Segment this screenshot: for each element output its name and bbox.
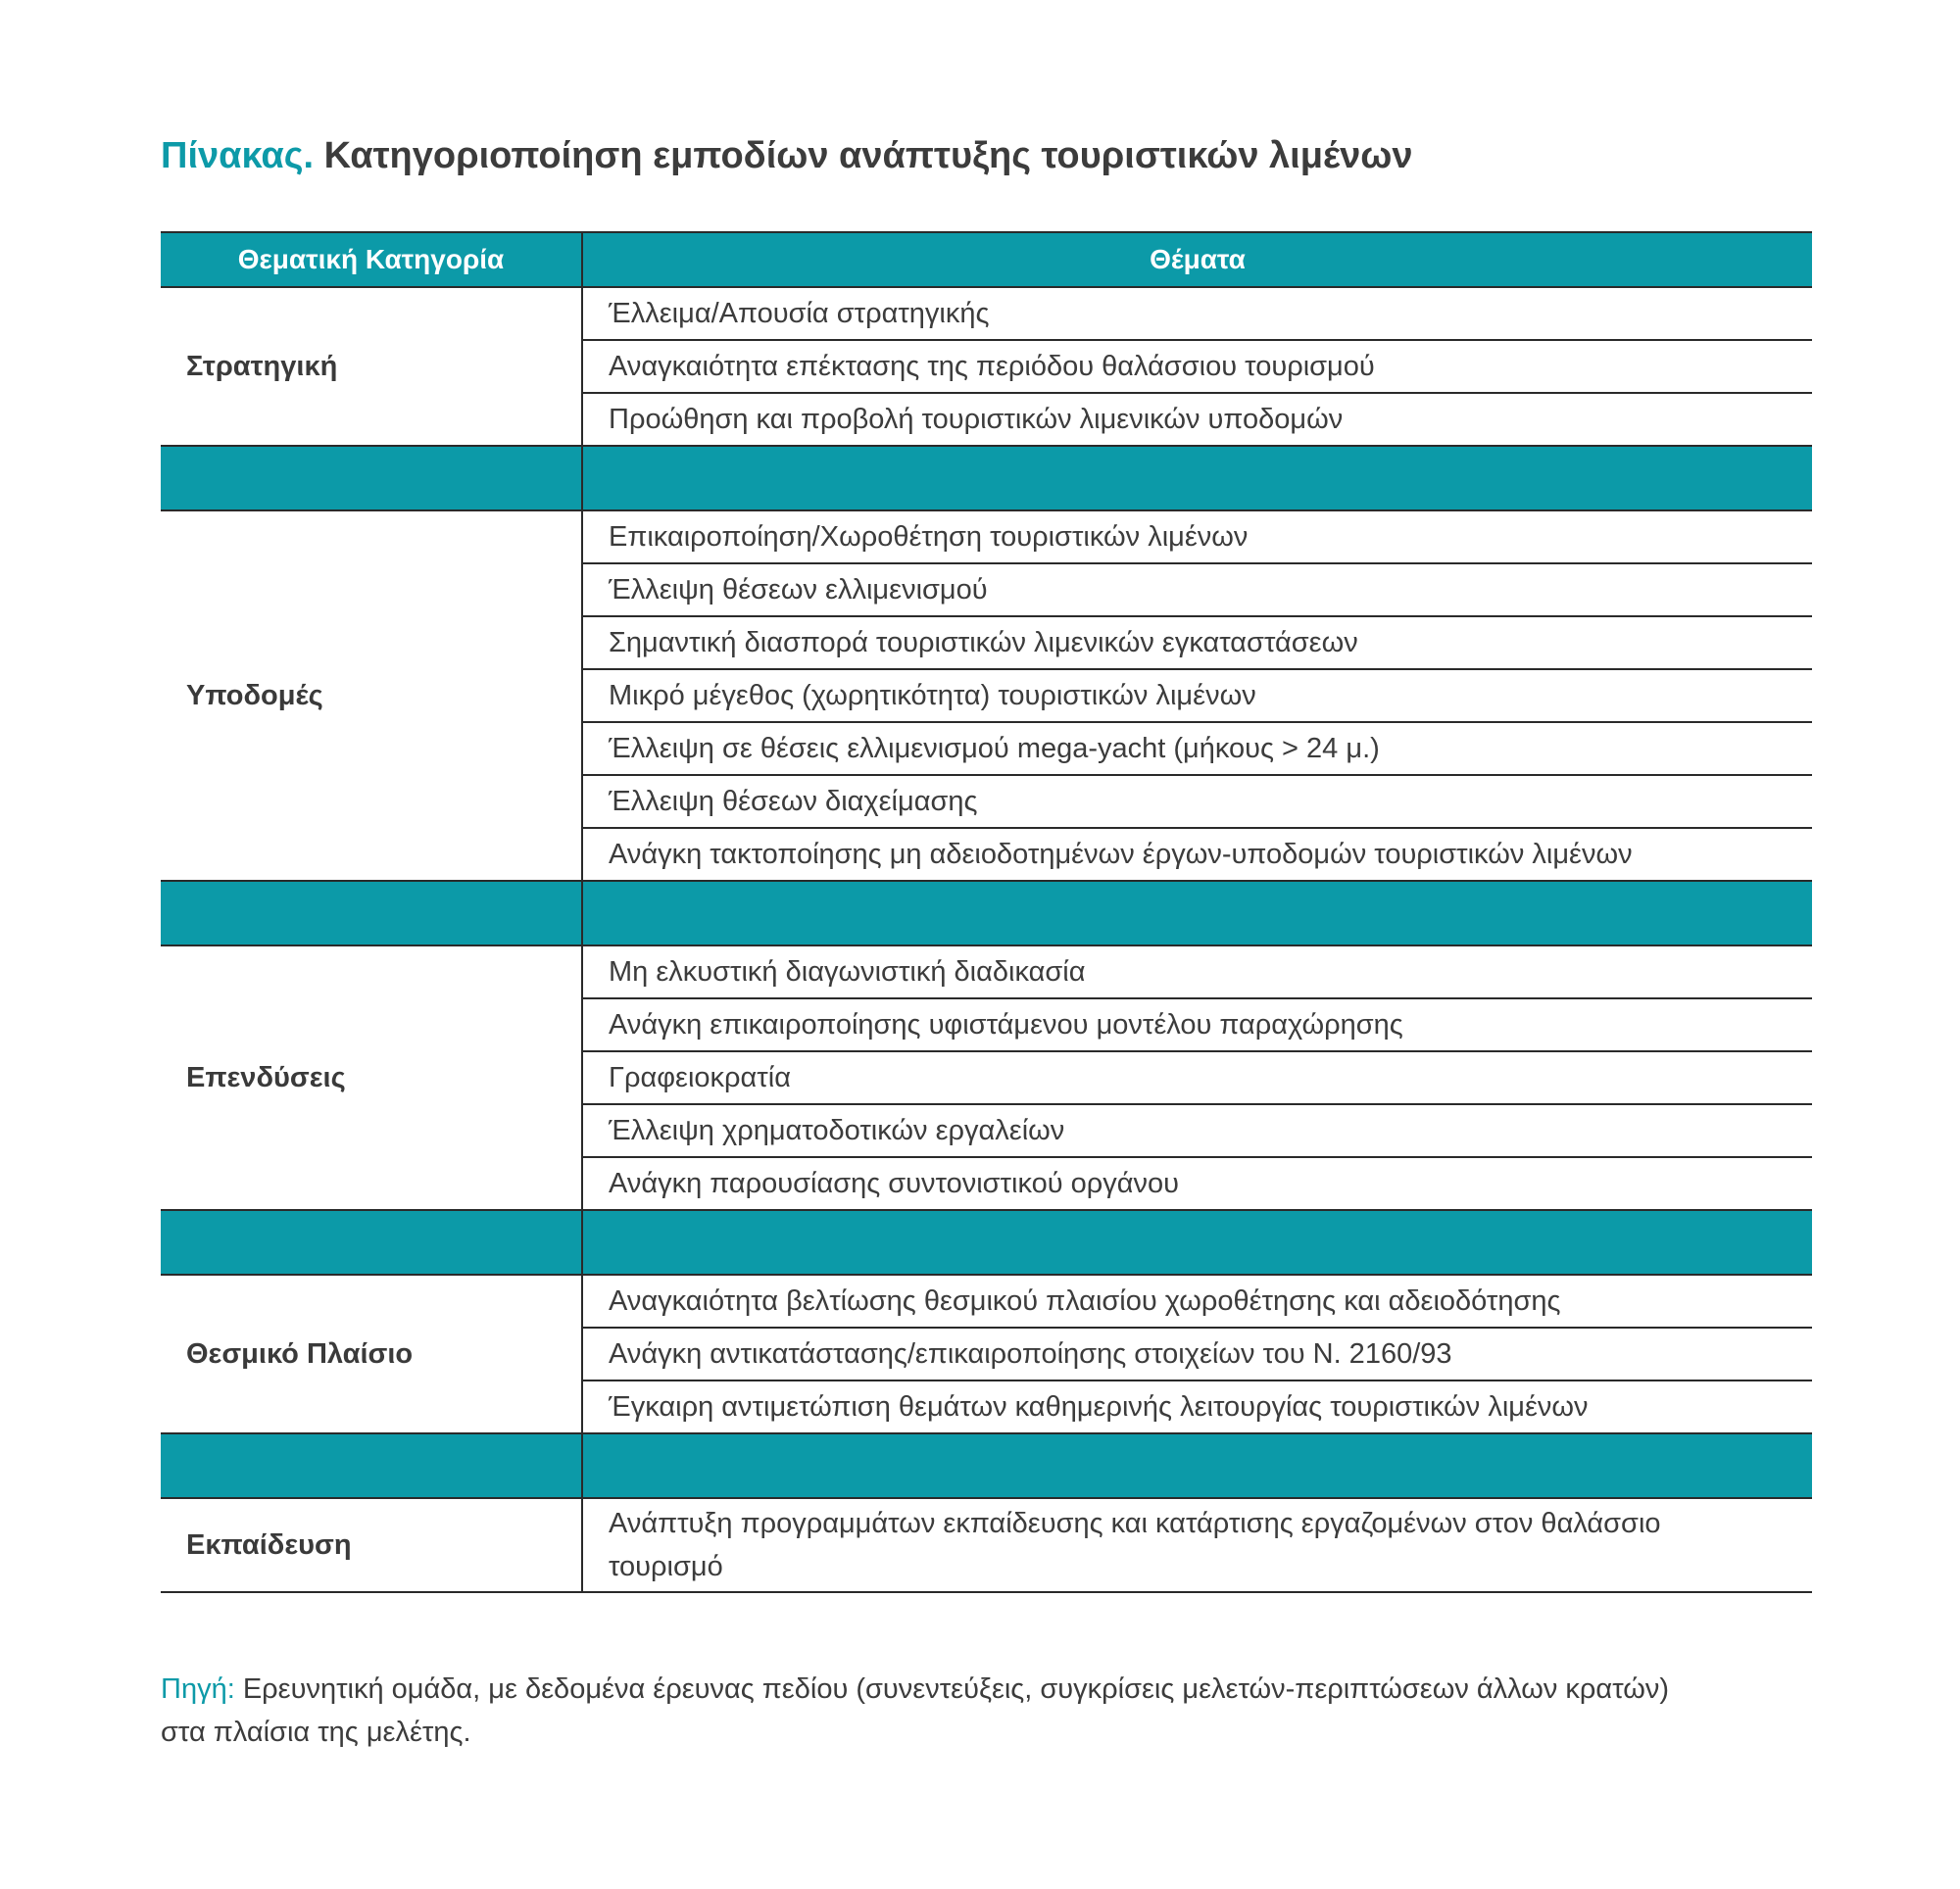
topic-cell: Έγκαιρη αντιμετώπιση θεμάτων καθημερινής λειτουργίας τουριστικών λιμένων (582, 1380, 1812, 1433)
topic-cell: Μικρό μέγεθος (χωρητικότητα) τουριστικών λιμένων (582, 669, 1812, 722)
category-cell: Εκπαίδευση (161, 1498, 582, 1592)
topic-cell: Σημαντική διασπορά τουριστικών λιμενικών εγκαταστάσεων (582, 616, 1812, 669)
table-row (161, 510, 1812, 563)
category-cell: Θεσμικό Πλαίσιο (161, 1275, 582, 1433)
topic-cell: Αναγκαιότητα επέκτασης της περιόδου θαλάσσιου τουρισμού (582, 340, 1812, 393)
topic-cell: Έλλειψη θέσεων ελλιμενισμού (582, 563, 1812, 616)
spacer-row (161, 1210, 1812, 1275)
spacer-cell (161, 1433, 582, 1498)
category-cell: Στρατηγική (161, 287, 582, 446)
table-row (161, 1275, 1812, 1328)
spacer-cell (582, 1433, 1812, 1498)
topic-cell: Ανάγκη τακτοποίησης μη αδειοδοτημένων έργων-υποδομών τουριστικών λιμένων (582, 828, 1812, 881)
spacer-cell (582, 446, 1812, 510)
topic-cell: Έλλειψη χρηματοδοτικών εργαλείων (582, 1104, 1812, 1157)
spacer-cell (161, 1210, 582, 1275)
table-title (161, 135, 1413, 177)
table-title-lead: Πίνακας. (161, 135, 315, 176)
spacer-cell (161, 446, 582, 510)
header-topics: Θέματα (582, 232, 1812, 287)
table-row (161, 945, 1812, 998)
topic-cell: Μη ελκυστική διαγωνιστική διαδικασία (582, 945, 1812, 998)
header-row (161, 232, 1812, 287)
source-note (161, 1668, 1690, 1754)
topic-cell: Έλλειψη θέσεων διαχείμασης (582, 775, 1812, 828)
source-label: Πηγή: (161, 1673, 235, 1705)
spacer-cell (582, 881, 1812, 945)
spacer-cell (582, 1210, 1812, 1275)
topic-cell: Έλλειψη σε θέσεις ελλιμενισμού mega-yacht (μήκους > 24 μ.) (582, 722, 1812, 775)
source-text: Ερευνητική ομάδα, με δεδομένα έρευνας πεδίου (συνεντεύξεις, συγκρίσεις μελετών-περιπτώσεων άλλων κρατών) στα πλαίσια της μελέτης. (161, 1673, 1670, 1748)
topic-cell: Αναγκαιότητα βελτίωσης θεσμικού πλαισίου χωροθέτησης και αδειοδότησης (582, 1275, 1812, 1328)
spacer-cell (161, 881, 582, 945)
topic-cell: Ανάγκη αντικατάστασης/επικαιροποίησης στοιχείων του Ν. 2160/93 (582, 1328, 1812, 1380)
topic-cell: Ανάπτυξη προγραμμάτων εκπαίδευσης και κατάρτισης εργαζομένων στον θαλάσσιο τουρισμό (582, 1498, 1812, 1592)
header-category: Θεματική Κατηγορία (161, 232, 582, 287)
spacer-row (161, 881, 1812, 945)
topic-cell: Προώθηση και προβολή τουριστικών λιμενικών υποδομών (582, 393, 1812, 446)
topic-cell: Επικαιροποίηση/Χωροθέτηση τουριστικών λιμένων (582, 510, 1812, 563)
barriers-table (161, 231, 1812, 1593)
spacer-row (161, 446, 1812, 510)
topic-cell: Ανάγκη επικαιροποίησης υφιστάμενου μοντέλου παραχώρησης (582, 998, 1812, 1051)
category-cell: Επενδύσεις (161, 945, 582, 1210)
table-row (161, 287, 1812, 340)
table-title-text: Κατηγοριοποίηση εμποδίων ανάπτυξης τουριστικών λιμένων (323, 135, 1413, 176)
topic-cell: Γραφειοκρατία (582, 1051, 1812, 1104)
topic-cell: Έλλειμα/Απουσία στρατηγικής (582, 287, 1812, 340)
spacer-row (161, 1433, 1812, 1498)
category-cell: Υποδομές (161, 510, 582, 881)
topic-cell: Ανάγκη παρουσίασης συντονιστικού οργάνου (582, 1157, 1812, 1210)
table-row (161, 1498, 1812, 1592)
